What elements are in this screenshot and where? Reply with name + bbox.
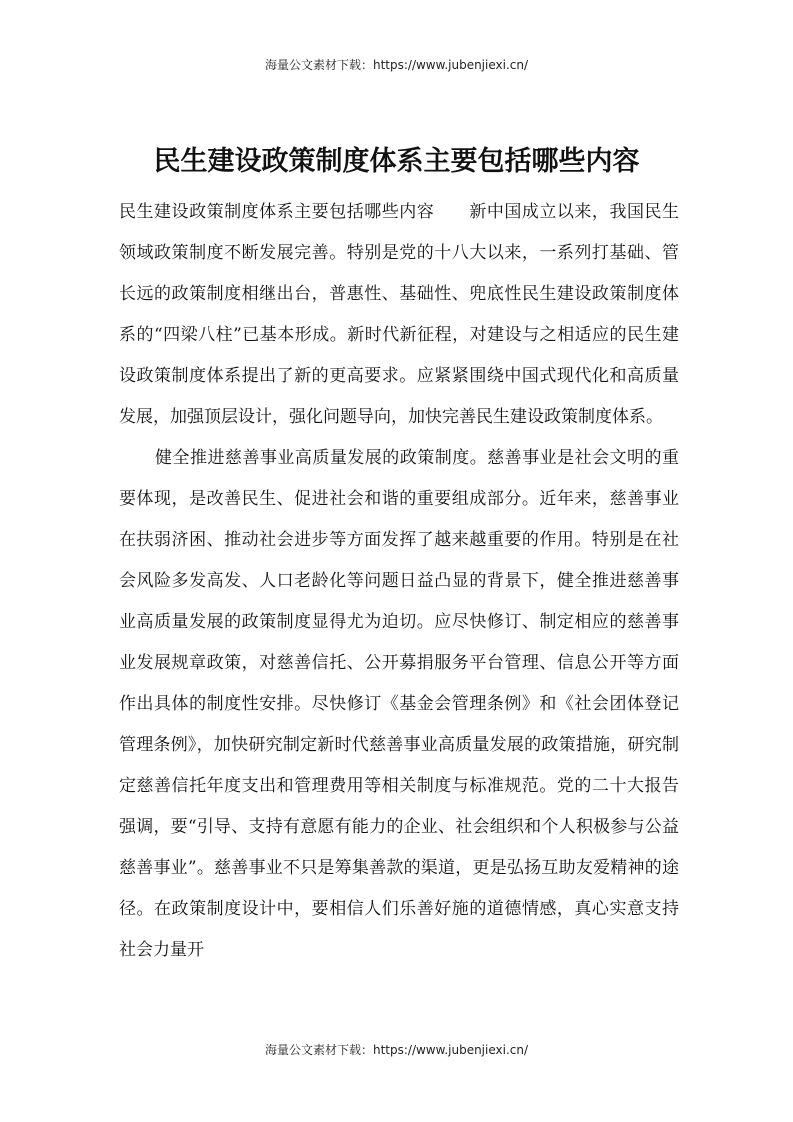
page-header [0,57,793,73]
header-text: 海量公文素材下载：https://www.jubenjiexi.cn/ [264,58,529,72]
page-footer [0,1042,793,1058]
document-title: 民生建设政策制度体系主要包括哪些内容 [153,146,640,178]
document-body [119,192,679,971]
body-paragraph-2: 健全推进慈善事业高质量发展的政策制度。慈善事业是社会文明的重要体现，是改善民生、促进社会和谐的重要组成部分。近年来，慈善事业在扶弱济困、推动社会进步等方面发挥了越来越重要的作用。特别是在社会风险多发高发、人口老龄化等问题日益凸显的背景下，健全推进慈善事业高质量发展的政策制度显得尤为迫切。应尽快修订、制定相应的慈善事业发展规章政策，对慈善信托、公开募捐服务平台管理、信息公开等方面作出具体的制度性安排。尽快修订《基金会管理条例》和《社会团体登记管理条例》，加快研究制定新时代慈善事业高质量发展的政策措施，研究制定慈善信托年度支出和管理费用等相关制度与标准规范。党的二十大报告强调，要“引导、支持有意愿有能力的企业、社会组织和个人积极参与公益慈善事业”。慈善事业不只是筹集善款的渠道，更是弘扬互助友爱精神的途径。在政策制度设计中，要相信人们乐善好施的道德情感，真心实意支持社会力量开 [119,448,679,960]
footer-text: 海量公文素材下载：https://www.jubenjiexi.cn/ [264,1043,529,1057]
body-paragraph-1: 民生建设政策制度体系主要包括哪些内容 新中国成立以来，我国民生领域政策制度不断发展完善。特别是党的十八大以来，一系列打基础、管长远的政策制度相继出台，普惠性、基础性、兜底性民生建设政策制度体系的“四梁八柱”已基本形成。新时代新征程，对建设与之相适应的民生建设政策制度体系提出了新的更高要求。应紧紧围绕中国式现代化和高质量发展，加强顶层设计，强化问题导向，加快完善民生建设政策制度体系。 [119,202,679,427]
